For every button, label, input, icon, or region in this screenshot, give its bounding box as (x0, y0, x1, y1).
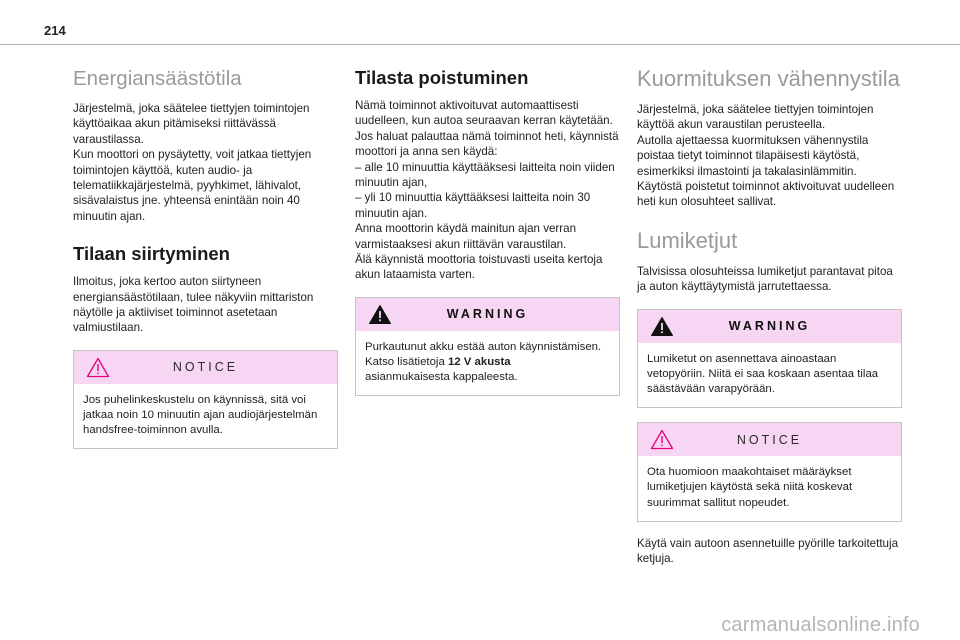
column-3 (637, 66, 902, 567)
snow-chains-heading: Lumiketjut (637, 227, 738, 253)
chains-warning-header (638, 310, 901, 343)
warning-icon (650, 316, 674, 337)
chains-notice-text: Ota huomioon maakohtaiset määräykset lumiketjujen käytöstä sekä niitä koskevat suurimmat sallitut nopeudet. (647, 466, 853, 509)
notice-text: Jos puhelinkeskustelu on käynnissä, sitä voi jatkaa noin 10 minuutin ajan audiojärjestelmän handsfree-toiminnon avulla. (83, 393, 318, 437)
warning-header (356, 298, 619, 331)
chains-notice-box (637, 422, 902, 522)
chains-warning-label: WARNING (728, 319, 811, 334)
exit-heading: Tilasta poistuminen (355, 67, 529, 88)
notice-label: NOTICE (172, 360, 239, 375)
load-reduction-heading: Kuormituksen vähennystila (637, 66, 900, 91)
chains-notice-header (638, 423, 901, 456)
transition-heading: Tilaan siirtyminen (73, 243, 230, 265)
battery-reference: 12 V akusta (447, 356, 511, 369)
chains-warning-text: Lumiketut on asennettava ainoastaan vetopyöriin. Niitä ei saa koskaan asentaa tilaa säästävään varapyörään. (647, 352, 879, 396)
snow-chains-text: Talvisissa olosuhteissa lumiketjut parantavat pitoa ja auton käyttäytymistä jarrutettaessa. (637, 264, 893, 294)
column-1 (73, 66, 338, 449)
transition-text: Ilmoitus, joka kertoo auton siirtyneen energiansäästötilaan, tulee näkyviin mittariston näytölle ja aktiiviset toiminnot asetetaan valmiustilaan. (73, 275, 314, 335)
notice-box (73, 350, 338, 450)
page-number: 214 (44, 23, 66, 38)
warning-box (355, 297, 620, 397)
notice-header (74, 351, 337, 384)
watermark: carmanualsonline.info (721, 614, 920, 636)
notice-icon (86, 357, 110, 378)
chains-final-text: Käytä vain autoon asennetuille pyörille tarkoitettuja ketjuja. (637, 536, 899, 566)
chains-notice-label: NOTICE (736, 432, 803, 447)
notice-icon (650, 429, 674, 450)
warning-icon (368, 304, 392, 325)
exit-text: Nämä toiminnot aktivoituvat automaattisesti uudelleen, kun autoa seuraavan kerran käytetään. Jos haluat palauttaa nämä toiminnot heti, käynnistä moottori ja anna sen käydä: – alle 10 minuuttia käyttääksesi laitteita noin viiden minuutin ajan, – yli 10 minuuttia käyttääksesi laitteita noin 30 minuutin ajan. Anna moottorin käydä mainitun ajan verran varmistaaksesi akun riittävän varaustilan. Älä käynnistä moottoria toistuvasti useita kertoja akun lataamista varten. (355, 99, 619, 282)
warning-label: WARNING (446, 307, 529, 322)
chains-warning-box (637, 309, 902, 409)
energy-saving-heading: Energiansäästötila (73, 67, 242, 90)
warning-text: Purkautunut akku estää auton käynnistämisen. Katso lisätietoja 12 V akusta asianmukaisesta kappaleesta. (365, 340, 602, 384)
load-reduction-text: Järjestelmä, joka säätelee tiettyjen toimintojen käyttöä akun varaustilan perusteella. Autolla ajettaessa kuormituksen vähennystila poistaa tietyt toiminnot tilapäisesti käytöstä, esimerkiksi ilmastointi ja takalasinlämmitin. Käytöstä poistetut toiminnot aktivoituvat uudelleen heti kun olosuhteet sallivat. (637, 103, 895, 209)
energy-saving-text: Järjestelmä, joka säätelee tiettyjen toimintojen käyttöaikaa akun pitämiseksi riittävässä varaustilassa. Kun moottori on pysäytetty, voit jatkaa tiettyjen toimintojen käyttöä, kuten audio- ja telematiikkajärjestelmä, pyyhkimet, lähivalot, sisävalaistus jne. yhteensä enintään noin 40 minuutin ajan. (73, 102, 312, 223)
column-2 (355, 66, 620, 396)
top-divider (0, 44, 960, 45)
